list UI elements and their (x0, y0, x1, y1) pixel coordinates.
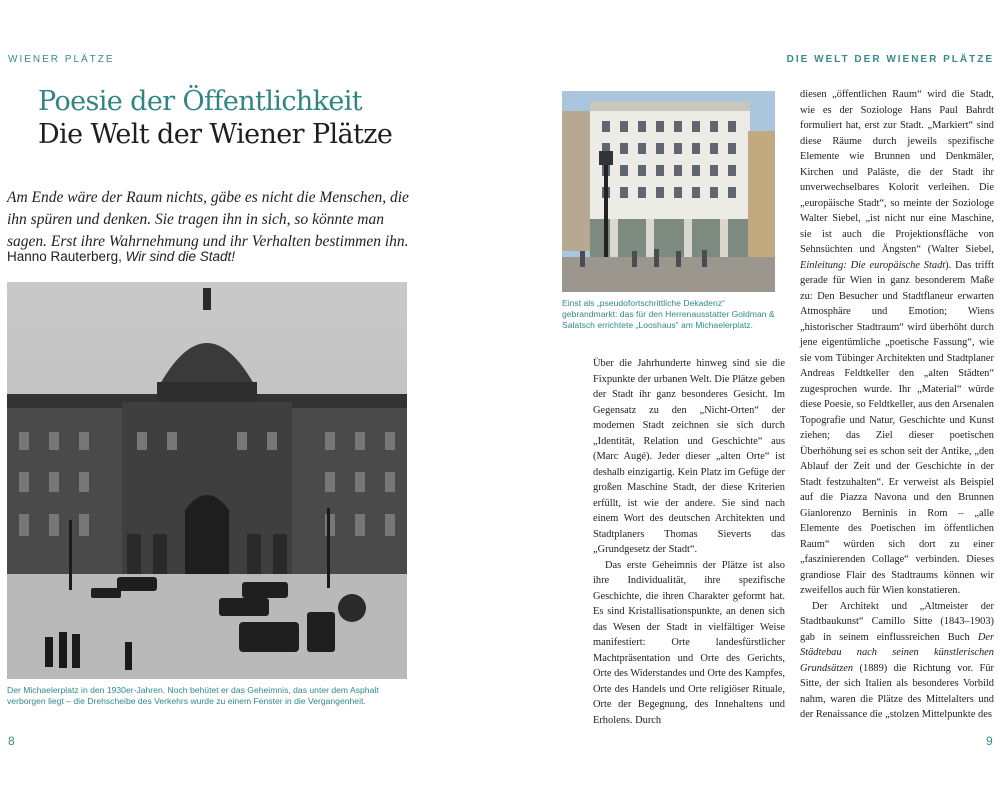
body-column-middle (593, 356, 785, 728)
citation-title: Einleitung: Die europäische Stadt (800, 259, 946, 271)
body-paragraph: Das erste Geheimnis der Plätze ist also ihre Individualität, ihre spezifische Geschichte, die ihren Charakter geformt hat. Es sind Kristallisationspunkte, an denen sich das Wesen der Stadt in vielfältiger Weise manifestiert: Orte landesfürstlicher Machtpräsentation und Orte des Gerichts, Orte des Widerstandes und Orte des Kampfes, Orte des Handels und Orte religiöser Rituale, Orte der Begegnung, des Innehaltens und Erholens. Durch (593, 559, 785, 726)
running-head-right: DIE WELT DER WIENER PLÄTZE (786, 54, 994, 65)
epigraph-source (7, 249, 235, 264)
page-number-right: 9 (986, 734, 993, 748)
chapter-subtitle: Die Welt der Wiener Plätze (38, 119, 393, 150)
epigraph-quote: Am Ende wäre der Raum nichts, gäbe es nicht die Menschen, die ihn spüren und denken. Sie tragen ihn in sich, so könnte man sagen. Erst ihre Wahrnehmung und ihr Verhalten bestimmen ihn. (7, 189, 409, 250)
michaelerplatz-photo (7, 282, 407, 679)
epigraph-author: Hanno Rauterberg, (7, 249, 126, 264)
running-head-left: WIENER PLÄTZE (8, 54, 115, 65)
body-text: (1889) die Richtung vor. Für Sitte, der sich Italien als besonderes Vorbild nahm, waren die Plätze des Mittelalters und der Renaissance die „stolzen Mittelpunkte des (800, 662, 994, 720)
body-text: ). Das trifft gerade für Wien in ganz besonderem Maße zu: Den Besucher und Stadtflaneur erwarten Atmosphäre und Emotion; Wiens „historischer Stadtraum“ wird überhöht durch jene eigentümliche „poetische Fassung“, wie sie vom Tübinger Architekten und Stadtplaner Andreas Feldtkeller den „alten Städten“ zugesprochen wurde. Ihr „Material“ würde diese Poesie, so Feldtkeller, aus den Arsenalen Topografie und Natur, Geschichte und Kunst ziehen; das Ziel dieser poetischen Überhöhung sei es schon seit der Antike, „den Ablauf der Zeit und der Geschichte in der Stadt festzuhalten“. Er verweist als Beispiel auf die Piazza Navona und den Brunnen Gianlorenzo Berninis in Rom – „alle Elemente des Poetischen im öffentlichen Raum“ würden sich dort zu einer „faszinierenden Collage“ verbinden. Dieses grandiose Flair des Stadtraums können wir zweifellos auch für Wien konstatieren. (800, 259, 994, 596)
body-column-right (800, 87, 994, 723)
body-text: diesen „öffentlichen Raum“ wird die Stadt, wie es der Soziologe Hans Paul Bahrdt formuliert hat, erst zur Stadt. „Markiert“ sind diese Räume durch jeweils spezifische Elemente wie Brunnen und Denkmäler, Kirchen und Paläste, die der Stadt ihr unverwechselbares Kolorit verleihen. Die „europäische Stadt“, so meinte der Soziologe Walter Siebel, „ist nicht nur eine Maschine, sie ist auch die Projektionsfläche von Sehnsüchten und Ängsten“ (Walter Siebel, (800, 89, 994, 255)
body-paragraph (800, 87, 994, 599)
looshaus-photo (562, 91, 775, 292)
photo-caption-michaelerplatz: Der Michaelerplatz in den 1930er-Jahren. Noch behütet er das Geheimnis, das unter dem Asphalt verborgen liegt – die Drehscheibe des Verkehrs wurde zu einem Fenster in die Vergangenheit. (7, 685, 379, 707)
epigraph-work: Wir sind die Stadt! (125, 249, 236, 264)
book-title: Der Städtebau nach seinen künstlerischen Grundsätzen (800, 631, 994, 674)
chapter-title: Poesie der Öffentlichkeit (38, 86, 363, 117)
body-paragraph: Über die Jahrhunderte hinweg sind sie die Fixpunkte der urbanen Welt. Die Plätze geben der Stadt ihr ganz besonderes Gesicht. Im Gegensatz zu den „Nicht-Orten“ der modernen Stadt zeichnen sie sich durch „Identität, Relation und Geschichte“ aus (Marc Augé). Jeder dieser „alten Orte“ ist deshalb einzigartig. Kein Platz im Gefüge der großen Maschine Stadt, der diese Kriterien erfüllt, ist wie der andere. Sie sind nach einem Wort des deutschen Architekten und Stadtplaners Thomas Sieverts das „Grundgesetz der Stadt“. (593, 358, 785, 555)
body-text: Der Architekt und „Altmeister der Stadtbaukunst“ Camillo Sitte (1843–1903) gab in seinem einflussreichen Buch (800, 600, 994, 643)
body-paragraph (800, 599, 994, 723)
page-number-left: 8 (8, 734, 15, 748)
photo-caption-looshaus: Einst als „pseudofortschrittliche Dekadenz“ gebrandmarkt: das für den Herrenausstatter Goldman & Salatsch errichtete „Looshaus“ am Michaelerplatz. (562, 298, 775, 331)
